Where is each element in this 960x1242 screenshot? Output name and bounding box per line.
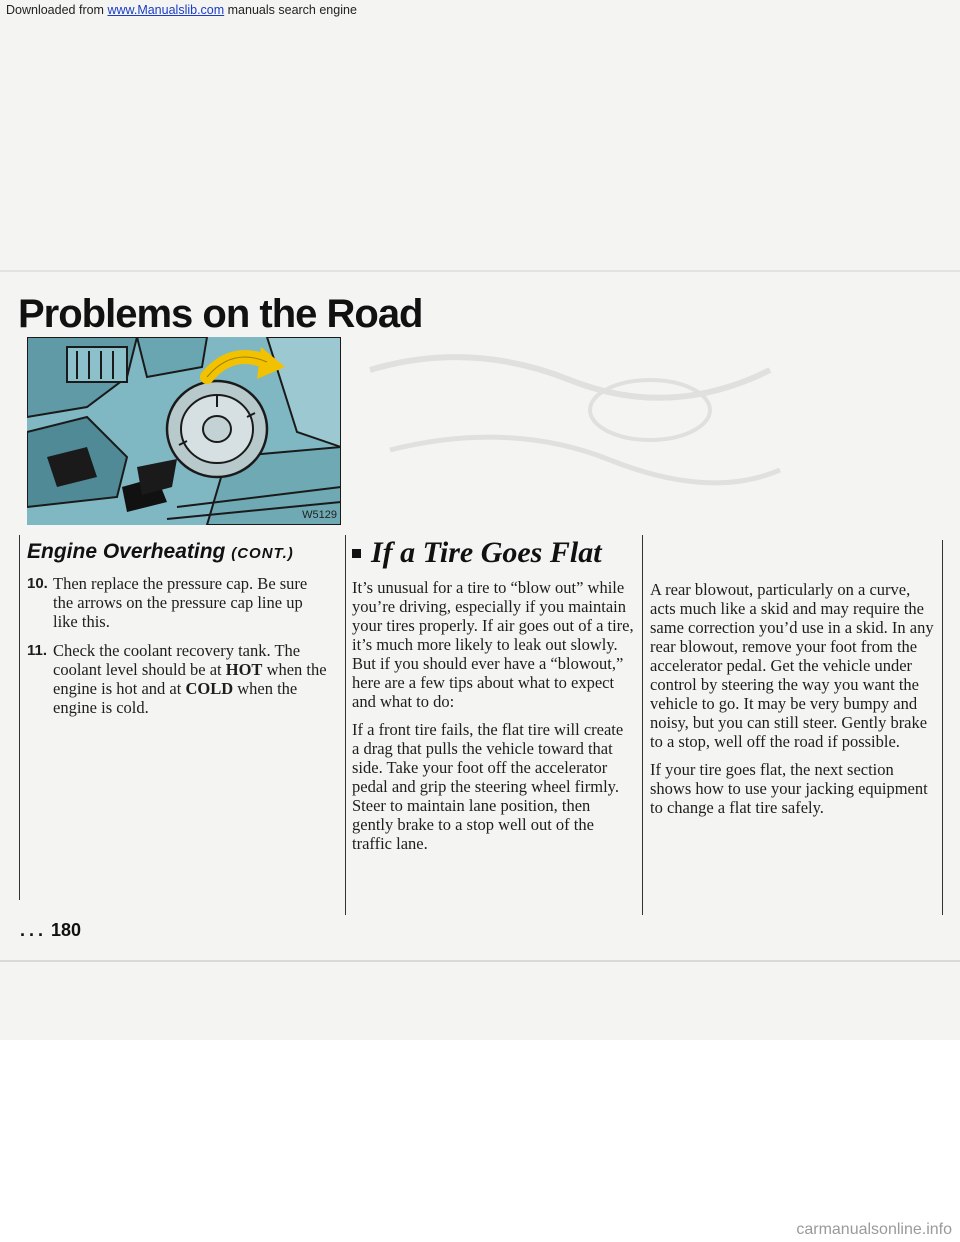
- banner-prefix: Downloaded from: [6, 3, 108, 17]
- page-number: [20, 920, 81, 941]
- hot-label: HOT: [225, 660, 263, 679]
- left-column: [27, 540, 327, 727]
- flat-tire-heading-text: If a Tire Goes Flat: [371, 536, 602, 569]
- paragraph: If a front tire fails, the flat tire will create a drag that pulls the vehicle toward that side. Take your foot off the accelerator pedal and grip the steering wheel firmly. Steer to maintain lane position, then gently brake to a stop well out of the traffic lane.: [352, 720, 624, 853]
- banner-suffix: manuals search engine: [224, 3, 357, 17]
- watermark: carmanualsonline.info: [796, 1221, 952, 1238]
- right-column: [650, 580, 935, 826]
- ghost-illustration: [350, 330, 790, 520]
- paragraph: It’s unusual for a tire to “blow out” while you’re driving, especially if you maintain your tires properly. If air goes out of a tire, it’s much more likely to leak out slowly. But if you should ever have a “blowout,” here are a few tips about what to expect and what to do:: [352, 578, 634, 711]
- page-title: Problems on the Road: [18, 292, 423, 336]
- flat-tire-heading: [352, 536, 634, 570]
- right-column-rule: [942, 540, 943, 915]
- step-number: 10.: [27, 575, 48, 592]
- subhead-cont: (CONT.): [231, 545, 294, 562]
- step-11: [27, 641, 327, 717]
- cold-label: COLD: [185, 679, 234, 698]
- engine-overheating-heading: [27, 540, 327, 564]
- step-number: 11.: [27, 642, 48, 659]
- middle-right-rule: [642, 535, 643, 915]
- middle-column: [352, 536, 634, 862]
- step-text: Then replace the pressure cap. Be sure the arrows on the pressure cap line up like this.: [53, 574, 308, 631]
- page-bottom-rule: [0, 960, 960, 962]
- paragraph: If your tire goes flat, the next section shows how to use your jacking equipment to change a flat tire safely.: [650, 760, 928, 817]
- manualslib-link[interactable]: www.Manualslib.com: [107, 3, 225, 17]
- folio-number: 180: [51, 920, 82, 940]
- page-footer-area: [0, 1040, 960, 1242]
- step-10: [27, 574, 327, 631]
- paragraph: A rear blowout, particularly on a curve, acts much like a skid and may require the same correction you’d use in a skid. In any rear blowout, remove your foot from the accelerator pedal. Get the vehicle under control by steering the way you want the vehicle to go. It may be very bumpy and noisy, but you can still steer. Gently brake to a stop, well off the road if possible.: [650, 580, 934, 751]
- engine-bay-drawing: [27, 337, 341, 525]
- step-text: Check the coolant recovery tank. The coolant level should be at HOT when the engine is hot and at COLD when the engine is cold.: [53, 641, 327, 717]
- left-column-rule: [19, 535, 20, 900]
- subhead-text: Engine Overheating: [27, 540, 226, 563]
- folio-dots: ...: [20, 920, 48, 940]
- middle-left-rule: [345, 535, 346, 915]
- figure-code: W5129: [302, 509, 337, 521]
- radiator-cap-illustration: [27, 337, 341, 525]
- square-bullet-icon: [352, 549, 361, 558]
- download-banner: [0, 0, 960, 20]
- page-top-rule: [0, 270, 960, 272]
